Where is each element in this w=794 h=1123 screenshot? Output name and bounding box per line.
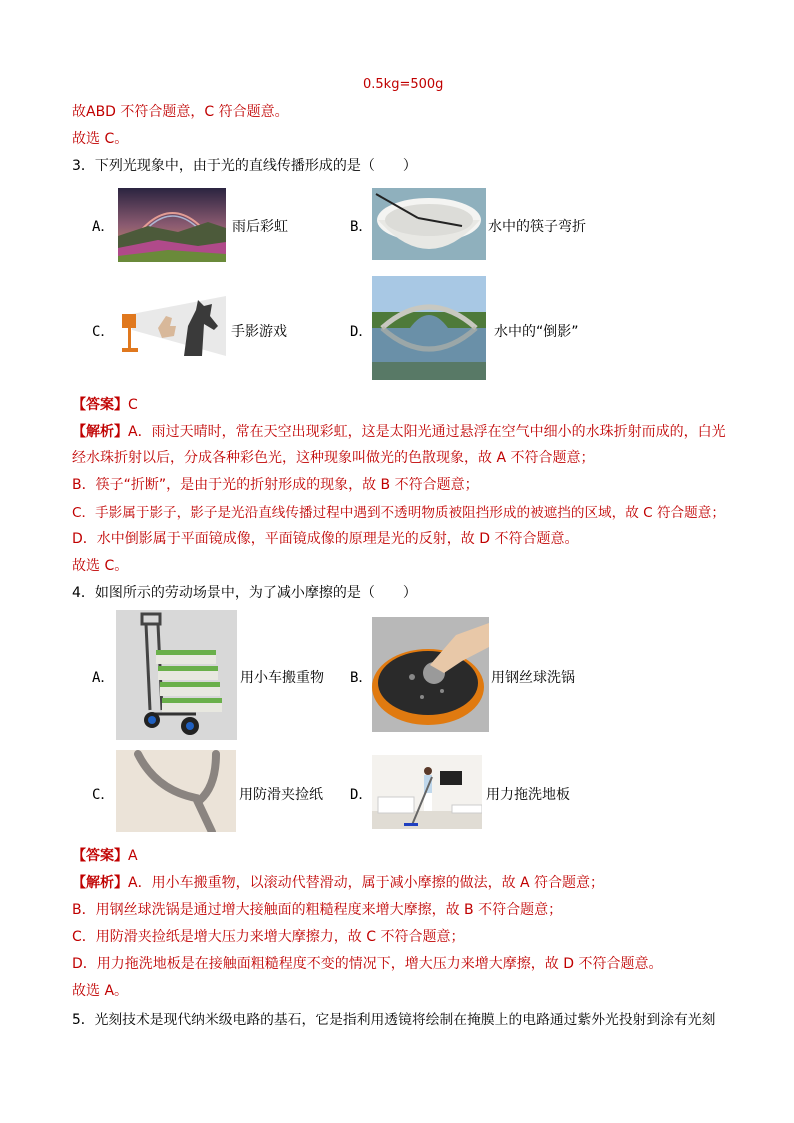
q4-analysis-text-2: B．用钢丝球洗锅是通过增大接触面的粗糙程度来增大摩擦，故 B 不符合题意； xyxy=(72,902,563,918)
q3-analysis-tag: 【解析】 xyxy=(72,424,128,440)
q3-option-a-letter: A． xyxy=(92,219,115,235)
q4-option-d-letter: D． xyxy=(350,787,373,803)
q3-answer: C xyxy=(128,397,138,413)
q3-analysis-text-3: B．筷子“折断”，是由于光的折射形成的现象，故 B 不符合题意； xyxy=(72,477,479,493)
prev-choice: 故选 C。 xyxy=(72,131,129,147)
q3-option-b-caption: 水中的筷子弯折 xyxy=(488,219,586,235)
mopping-floor-image xyxy=(372,755,482,829)
q3-option-c-letter: C． xyxy=(92,324,115,340)
q4-option-b-letter: B． xyxy=(350,670,373,686)
q4-answer-tag: 【答案】 xyxy=(72,848,128,864)
q3-option-d-caption: 水中的“倒影” xyxy=(494,324,579,340)
wok-scrubbing-image xyxy=(372,617,489,732)
q4-analysis-line-1 xyxy=(72,872,604,892)
q4-analysis-tag: 【解析】 xyxy=(72,875,128,891)
q3-option-d-letter: D． xyxy=(350,324,373,340)
q4-choice: 故选 A。 xyxy=(72,983,129,999)
q3-choice: 故选 C。 xyxy=(72,558,129,574)
q3-analysis-text-5: D．水中倒影属于平面镜成像，平面镜成像的原理是光的反射，故 D 不符合题意。 xyxy=(72,531,579,547)
bridge-reflection-image xyxy=(372,276,486,380)
q3-option-c-caption: 手影游戏 xyxy=(231,324,287,340)
q4-analysis-text-3: C．用防滑夹捡纸是增大压力来增大摩擦力，故 C 不符合题意； xyxy=(72,929,465,945)
q3-option-b-letter: B． xyxy=(350,219,373,235)
prev-conclusion: 故ABD 不符合题意，C 符合题意。 xyxy=(72,104,289,120)
q3-analysis-text-1: A．雨过天晴时，常在天空出现彩虹，这是太阳光通过悬浮在空气中细小的水珠折射而成的，白光 xyxy=(128,424,726,440)
formula-line: 0.5kg=500g xyxy=(363,77,444,92)
hand-truck-image xyxy=(116,610,237,740)
q3-analysis-text-2: 经水珠折射以后，分成各种彩色光，这种现象叫做光的色散现象，故 A 不符合题意； xyxy=(72,450,595,466)
q4-stem: 4．如图所示的劳动场景中，为了减小摩擦的是（ ） xyxy=(72,585,417,601)
q3-stem: 3．下列光现象中，由于光的直线传播形成的是（ ） xyxy=(72,158,417,174)
q4-option-c-letter: C． xyxy=(92,787,115,803)
q4-option-b-caption: 用钢丝球洗锅 xyxy=(491,670,575,686)
rainbow-image xyxy=(118,188,226,262)
q4-option-a-caption: 用小车搬重物 xyxy=(240,670,324,686)
q3-analysis-line-1 xyxy=(72,421,726,441)
hand-shadow-image xyxy=(118,296,226,356)
q4-answer-line xyxy=(72,845,138,865)
q5-stem: 5．光刻技术是现代纳米级电路的基石，它是指利用透镜将绘制在掩膜上的电路通过紫外光投射到涂有光刻 xyxy=(72,1012,716,1028)
q4-option-a-letter: A． xyxy=(92,670,115,686)
q3-analysis-text-4: C．手影属于影子，影子是光沿直线传播过程中遇到不透明物质被阻挡形成的被遮挡的区域，故 C 符合题意； xyxy=(72,505,725,521)
q4-answer: A xyxy=(128,848,138,864)
q4-analysis-text-1: A．用小车搬重物，以滚动代替滑动，属于减小摩擦的做法，故 A 符合题意； xyxy=(128,875,605,891)
anti-slip-clip-image xyxy=(116,750,236,832)
chopsticks-bowl-image xyxy=(372,188,486,260)
q3-option-a-caption: 雨后彩虹 xyxy=(232,219,288,235)
q3-answer-line xyxy=(72,394,138,414)
q4-option-d-caption: 用力拖洗地板 xyxy=(486,787,570,803)
q4-analysis-text-4: D．用力拖洗地板是在接触面粗糙程度不变的情况下，增大压力来增大摩擦，故 D 不符合题意。 xyxy=(72,956,663,972)
q4-option-c-caption: 用防滑夹捡纸 xyxy=(239,787,323,803)
q3-answer-tag: 【答案】 xyxy=(72,397,128,413)
